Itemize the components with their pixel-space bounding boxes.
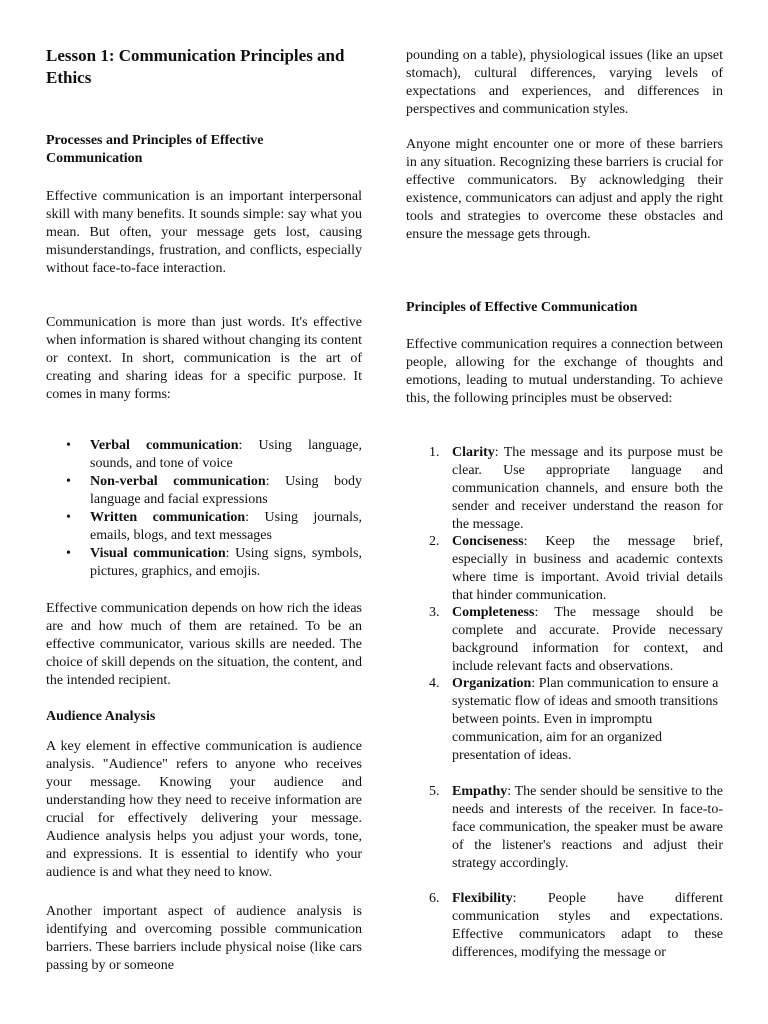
principle-text: : Keep the message brief, especially in business and academic contexts where time is important. Avoid trivial details that hinder communication. [452,534,723,603]
principle-term: Completeness [452,605,535,620]
list-number: 4. [429,676,440,691]
principle-text: : The message should be complete and accurate. Provide necessary background information for context, and include relevant facts and observations. [452,605,723,674]
principle-term: Empathy [452,784,508,799]
bullet-term: Non-verbal communication [90,474,266,489]
list-item [429,533,723,605]
bullet-icon: • [66,510,71,525]
list-item [429,890,723,962]
paragraph-communication-barriers: Another important aspect of audience analysis is identifying and overcoming possible communication barriers. These barriers include physical noise (like cars passing by or someone [46,904,362,973]
list-item [46,437,362,473]
bullet-term: Written communication [90,510,246,525]
principle-term: Flexibility [452,891,513,906]
bullet-term: Verbal communication [90,438,239,453]
section-heading-processes: Processes and Principles of Effective Communication [46,133,264,166]
bullet-text: : Using signs, symbols, pictures, graphics, and emojis. [90,546,362,579]
list-number: 3. [429,605,440,620]
bullet-icon: • [66,474,71,489]
bullet-text: : Using journals, emails, blogs, and text messages [90,510,362,543]
list-item [429,604,723,676]
section-heading-audience-analysis: Audience Analysis [46,709,156,724]
section-heading-principles: Principles of Effective Communication [406,300,638,315]
principle-text: : People have different communication styles and expectations. Effective communicators adapt to these differences, modifying the message or [452,891,723,960]
list-item [46,473,362,509]
list-number: 2. [429,534,440,549]
paragraph-barriers-continued: pounding on a table), physiological issues (like an upset stomach), cultural differences, varying levels of expectations and experiences, and differences in perspectives and communication styles. [406,48,723,117]
principle-text: : The message and its purpose must be clear. Use appropriate language and communication channels, and ensure both the sender and receiver understand the reason for the message. [452,445,723,532]
list-item [429,675,723,765]
list-item [46,509,362,545]
list-item [429,783,723,873]
principle-term: Organization [452,676,532,691]
list-number: 6. [429,891,440,906]
list-item [46,545,362,581]
bullet-icon: • [66,546,71,561]
bullet-text: : Using body language and facial expressions [90,474,362,507]
list-number: 1. [429,445,440,460]
list-number: 5. [429,784,440,799]
paragraph-recognizing-barriers: Anyone might encounter one or more of these barriers in any situation. Recognizing these barriers is crucial for effective communicators. By acknowledging their existence, communicators can adjust and apply the right tools and strategies to overcome these obstacles and ensure the message gets through. [406,137,723,242]
principle-text: : Plan communication to ensure a systematic flow of ideas and smooth transitions between points. Even in impromptu communication, aim for an organized presentation of ideas. [452,676,719,763]
list-item [429,444,723,534]
paragraph-principles-intro: Effective communication requires a connection between people, allowing for the exchange of thoughts and emotions, leading to mutual understanding. To achieve this, the following principles must be observed: [406,337,723,406]
bullet-term: Visual communication [90,546,226,561]
principle-term: Clarity [452,445,495,460]
communication-forms-list [46,437,362,581]
bullet-text: : Using language, sounds, and tone of voice [90,438,362,471]
bullet-icon: • [66,438,71,453]
principle-text: : The sender should be sensitive to the needs and interests of the receiver. In face-to-face communication, the speaker must be aware of the listener's reactions and adjust their strategy accordingly. [452,784,723,871]
principle-term: Conciseness [452,534,524,549]
paragraph-more-than-words: Communication is more than just words. It's effective when information is shared without changing its content or context. In short, communication is the art of creating and sharing ideas for a specific purpose. It comes in many forms: [46,315,362,402]
paragraph-audience-analysis: A key element in effective communication is audience analysis. "Audience" refers to anyone who receives your message. Knowing your audience and understanding how they need to receive information are crucial for effectively delivering your message. Audience analysis helps you adjust your words, tone, and expressions. It is essential to identify who your audience is and what they need to know. [46,739,362,880]
lesson-title: Lesson 1: Communication Principles and Ethics [46,46,345,87]
paragraph-richness-of-ideas: Effective communication depends on how rich the ideas are and how much of them are retained. To be an effective communicator, various skills are needed. The choice of skill depends on the situation, the content, and the intended recipient. [46,601,362,688]
paragraph-effective-communication: Effective communication is an important interpersonal skill with many benefits. It sounds simple: say what you mean. But often, your message gets lost, causing misunderstandings, frustration, and conflicts, especially without face-to-face interaction. [46,189,362,276]
